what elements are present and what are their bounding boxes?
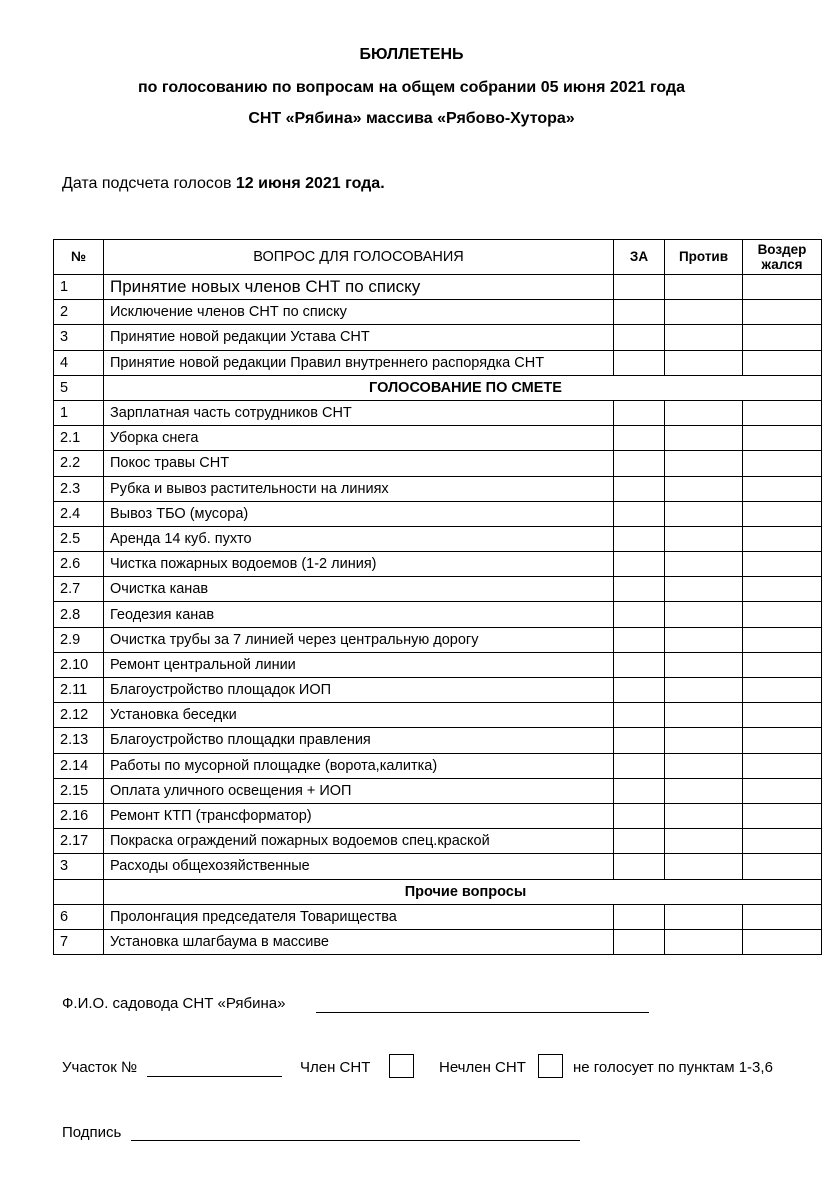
vote-abstain-cell[interactable] (743, 929, 822, 954)
row-question: Пролонгация председателя Товарищества (104, 904, 614, 929)
vote-abstain-cell[interactable] (743, 627, 822, 652)
fio-field[interactable] (316, 1012, 649, 1013)
vote-against-cell[interactable] (665, 829, 743, 854)
row-number: 5 (54, 375, 104, 400)
vote-against-cell[interactable] (665, 526, 743, 551)
member-label: Член СНТ (300, 1059, 371, 1076)
row-question: Очистка трубы за 7 линией через центральную дорогу (104, 627, 614, 652)
table-row (54, 879, 822, 904)
vote-abstain-cell[interactable] (743, 904, 822, 929)
table-row (54, 627, 822, 652)
vote-against-cell[interactable] (665, 703, 743, 728)
vote-abstain-cell[interactable] (743, 275, 822, 300)
table-row (54, 325, 822, 350)
nonmember-note: не голосует по пунктам 1-3,6 (573, 1059, 773, 1076)
row-question: Ремонт КТП (трансформатор) (104, 803, 614, 828)
vote-abstain-cell[interactable] (743, 552, 822, 577)
vote-abstain-cell[interactable] (743, 778, 822, 803)
vote-against-cell[interactable] (665, 803, 743, 828)
member-checkbox[interactable] (389, 1054, 414, 1078)
row-question: Аренда 14 куб. пухто (104, 526, 614, 551)
vote-abstain-cell[interactable] (743, 325, 822, 350)
vote-against-cell[interactable] (665, 929, 743, 954)
row-question: Исключение членов СНТ по списку (104, 300, 614, 325)
table-row (54, 803, 822, 828)
row-number: 2.9 (54, 627, 104, 652)
table-row (54, 552, 822, 577)
row-question: Очистка канав (104, 577, 614, 602)
row-question: Установка беседки (104, 703, 614, 728)
row-question: Ремонт центральной линии (104, 652, 614, 677)
table-row (54, 501, 822, 526)
table-row (54, 577, 822, 602)
row-question: Покраска ограждений пожарных водоемов спец.краской (104, 829, 614, 854)
table-row (54, 829, 822, 854)
vote-abstain-cell[interactable] (743, 451, 822, 476)
row-question: Зарплатная часть сотрудников СНТ (104, 400, 614, 425)
vote-against-cell[interactable] (665, 627, 743, 652)
row-number: 3 (54, 854, 104, 879)
vote-for-cell[interactable] (614, 275, 665, 300)
row-question: Работы по мусорной площадке (ворота,калитка) (104, 753, 614, 778)
row-question: Установка шлагбаума в массиве (104, 929, 614, 954)
vote-for-cell[interactable] (614, 627, 665, 652)
vote-for-cell[interactable] (614, 678, 665, 703)
row-number: 2.11 (54, 678, 104, 703)
vote-against-cell[interactable] (665, 275, 743, 300)
header-for: ЗА (614, 240, 665, 275)
table-row (54, 854, 822, 879)
row-question: Рубка и вывоз растительности на линиях (104, 476, 614, 501)
table-row (54, 678, 822, 703)
count-date (62, 175, 385, 193)
row-number: 2.2 (54, 451, 104, 476)
row-number: 4 (54, 350, 104, 375)
row-number: 2.4 (54, 501, 104, 526)
row-question: Вывоз ТБО (мусора) (104, 501, 614, 526)
section-heading: Прочие вопросы (104, 879, 822, 904)
vote-against-cell[interactable] (665, 904, 743, 929)
table-row (54, 753, 822, 778)
vote-abstain-cell[interactable] (743, 426, 822, 451)
vote-abstain-cell[interactable] (743, 476, 822, 501)
vote-against-cell[interactable] (665, 602, 743, 627)
vote-abstain-cell[interactable] (743, 602, 822, 627)
vote-for-cell[interactable] (614, 400, 665, 425)
row-number: 2.12 (54, 703, 104, 728)
row-question: Благоустройство площадок ИОП (104, 678, 614, 703)
row-number: 6 (54, 904, 104, 929)
row-number: 2.7 (54, 577, 104, 602)
vote-for-cell[interactable] (614, 854, 665, 879)
table-row (54, 375, 822, 400)
row-question: Расходы общехозяйственные (104, 854, 614, 879)
count-date-label: Дата подсчета голосов (62, 175, 236, 192)
vote-abstain-cell[interactable] (743, 577, 822, 602)
table-row (54, 652, 822, 677)
table-row (54, 904, 822, 929)
row-number: 3 (54, 325, 104, 350)
table-row (54, 929, 822, 954)
row-number: 2.15 (54, 778, 104, 803)
vote-for-cell[interactable] (614, 728, 665, 753)
vote-abstain-cell[interactable] (743, 829, 822, 854)
vote-against-cell[interactable] (665, 728, 743, 753)
vote-against-cell[interactable] (665, 476, 743, 501)
section-heading: ГОЛОСОВАНИЕ ПО СМЕТЕ (104, 375, 822, 400)
vote-against-cell[interactable] (665, 678, 743, 703)
vote-against-cell[interactable] (665, 426, 743, 451)
vote-for-cell[interactable] (614, 602, 665, 627)
row-question: Геодезия канав (104, 602, 614, 627)
table-row (54, 602, 822, 627)
vote-against-cell[interactable] (665, 778, 743, 803)
row-question: Покос травы СНТ (104, 451, 614, 476)
row-number: 2.10 (54, 652, 104, 677)
table-row (54, 350, 822, 375)
vote-for-cell[interactable] (614, 829, 665, 854)
row-number: 1 (54, 400, 104, 425)
table-row (54, 300, 822, 325)
vote-for-cell[interactable] (614, 552, 665, 577)
plot-label: Участок № (62, 1059, 138, 1076)
row-number: 2.16 (54, 803, 104, 828)
table-row (54, 426, 822, 451)
vote-abstain-cell[interactable] (743, 803, 822, 828)
row-number (54, 879, 104, 904)
vote-abstain-cell[interactable] (743, 703, 822, 728)
row-number: 2.3 (54, 476, 104, 501)
table-row (54, 451, 822, 476)
vote-against-cell[interactable] (665, 652, 743, 677)
fio-label: Ф.И.О. садовода СНТ «Рябина» (62, 995, 286, 1012)
vote-abstain-cell[interactable] (743, 678, 822, 703)
vote-against-cell[interactable] (665, 552, 743, 577)
count-date-value: 12 июня 2021 года. (235, 175, 385, 192)
vote-for-cell[interactable] (614, 703, 665, 728)
table-row (54, 526, 822, 551)
vote-for-cell[interactable] (614, 350, 665, 375)
ballot-organization: СНТ «Рябина» массива «Рябово-Хутора» (248, 110, 575, 127)
vote-abstain-cell[interactable] (743, 728, 822, 753)
header-against: Против (665, 240, 743, 275)
nonmember-label: Нечлен СНТ (439, 1059, 526, 1076)
signature-field[interactable] (131, 1140, 580, 1141)
row-number: 2.1 (54, 426, 104, 451)
vote-for-cell[interactable] (614, 476, 665, 501)
vote-for-cell[interactable] (614, 929, 665, 954)
row-question: Чистка пожарных водоемов (1-2 линия) (104, 552, 614, 577)
nonmember-checkbox[interactable] (538, 1054, 563, 1078)
vote-against-cell[interactable] (665, 300, 743, 325)
vote-against-cell[interactable] (665, 501, 743, 526)
row-number: 2.8 (54, 602, 104, 627)
vote-for-cell[interactable] (614, 778, 665, 803)
row-number: 7 (54, 929, 104, 954)
row-number: 2.13 (54, 728, 104, 753)
vote-abstain-cell[interactable] (743, 854, 822, 879)
vote-against-cell[interactable] (665, 400, 743, 425)
vote-for-cell[interactable] (614, 451, 665, 476)
vote-abstain-cell[interactable] (743, 753, 822, 778)
table-row (54, 400, 822, 425)
row-question: Благоустройство площадки правления (104, 728, 614, 753)
vote-abstain-cell[interactable] (743, 400, 822, 425)
header-abstain: Воздер жался (743, 240, 822, 275)
table-row (54, 703, 822, 728)
vote-against-cell[interactable] (665, 753, 743, 778)
row-number: 1 (54, 275, 104, 300)
vote-against-cell[interactable] (665, 325, 743, 350)
vote-for-cell[interactable] (614, 652, 665, 677)
vote-abstain-cell[interactable] (743, 300, 822, 325)
header-question: ВОПРОС ДЛЯ ГОЛОСОВАНИЯ (104, 240, 614, 275)
vote-abstain-cell[interactable] (743, 350, 822, 375)
row-question: Принятие новых членов СНТ по списку (104, 275, 614, 300)
vote-for-cell[interactable] (614, 753, 665, 778)
table-row (54, 476, 822, 501)
header-num: № (54, 240, 104, 275)
voting-table (53, 239, 822, 955)
vote-for-cell[interactable] (614, 501, 665, 526)
row-number: 2.14 (54, 753, 104, 778)
row-question: Принятие новой редакции Правил внутреннего распорядка СНТ (104, 350, 614, 375)
vote-abstain-cell[interactable] (743, 526, 822, 551)
vote-for-cell[interactable] (614, 904, 665, 929)
row-question: Уборка снега (104, 426, 614, 451)
row-number: 2 (54, 300, 104, 325)
vote-abstain-cell[interactable] (743, 501, 822, 526)
table-header-row (54, 240, 822, 275)
plot-number-field[interactable] (147, 1076, 282, 1077)
table-row (54, 778, 822, 803)
vote-for-cell[interactable] (614, 577, 665, 602)
vote-for-cell[interactable] (614, 526, 665, 551)
vote-against-cell[interactable] (665, 854, 743, 879)
row-question: Оплата уличного освещения + ИОП (104, 778, 614, 803)
table-row (54, 728, 822, 753)
vote-for-cell[interactable] (614, 325, 665, 350)
row-question: Принятие новой редакции Устава СНТ (104, 325, 614, 350)
row-number: 2.5 (54, 526, 104, 551)
vote-for-cell[interactable] (614, 426, 665, 451)
vote-against-cell[interactable] (665, 577, 743, 602)
row-number: 2.17 (54, 829, 104, 854)
row-number: 2.6 (54, 552, 104, 577)
table-row (54, 275, 822, 300)
vote-for-cell[interactable] (614, 300, 665, 325)
ballot-subtitle: по голосованию по вопросам на общем собрании 05 июня 2021 года (137, 79, 686, 96)
vote-against-cell[interactable] (665, 350, 743, 375)
vote-against-cell[interactable] (665, 451, 743, 476)
vote-for-cell[interactable] (614, 803, 665, 828)
vote-abstain-cell[interactable] (743, 652, 822, 677)
ballot-title: БЮЛЛЕТЕНЬ (359, 46, 464, 63)
signature-label: Подпись (62, 1124, 122, 1141)
